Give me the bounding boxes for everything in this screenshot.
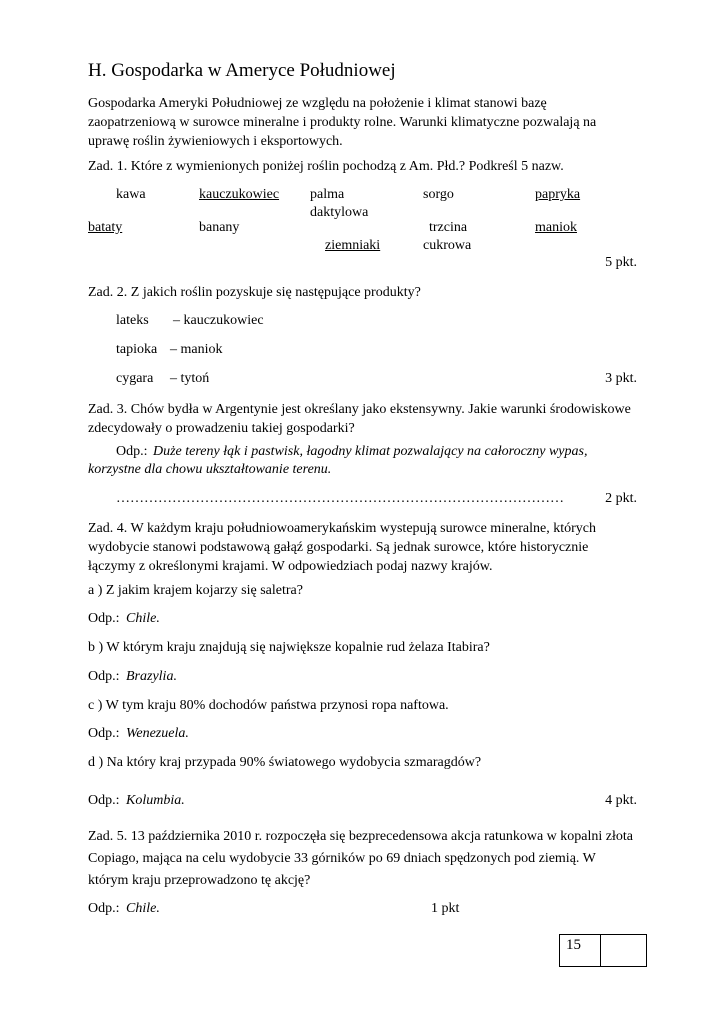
task4-answer-label: Odp.: — [88, 611, 120, 626]
task2-answer: – maniok — [170, 342, 223, 357]
task4-item-question: c ) W tym kraju 80% dochodów państwa przynosi ropa naftowa. — [88, 698, 449, 713]
task2-product: tapioka — [116, 342, 158, 357]
task4-answer-label: Odp.: — [88, 726, 120, 741]
task4-item-question: a ) Z jakim krajem kojarzy się saletra? — [88, 583, 303, 598]
page-number-cell — [560, 935, 601, 966]
plant-banany: banany — [199, 220, 240, 235]
task2-answer: – tytoń — [170, 371, 210, 386]
task3-points: 2 pkt. — [605, 491, 637, 506]
task1-question: Zad. 1. Które z wymienionych poniżej roślin pochodzą z Am. Płd.? Podkreśl 5 nazw. — [88, 159, 564, 174]
task4-answer: Kolumbia. — [126, 793, 185, 808]
plant-papryka: papryka — [535, 187, 581, 202]
task4-answer-label: Odp.: — [88, 669, 120, 684]
task5-question: Zad. 5. 13 października 2010 r. rozpoczęła się bezprecedensowa akcja ratunkowa w kopalni złota Copiago, mająca na celu wydobycie 33 górników po 69 dniach spędzonych pod ziemią. W którym kraju przeprowadzono tę akcję? — [88, 829, 633, 888]
plant-ziemniaki: ziemniaki — [325, 238, 381, 253]
task4-points: 4 pkt. — [605, 793, 637, 808]
plant-kawa: kawa — [116, 187, 146, 202]
task3-answer-line2: korzystne dla chowu ukształtowanie terenu. — [88, 462, 332, 477]
task2-product: cygara — [116, 371, 154, 386]
task4-answer: Brazylia. — [126, 669, 177, 684]
task3-answer-line1: Duże tereny łąk i pastwisk, łagodny klimat pozwalający na całoroczny wypas, — [153, 444, 588, 459]
task4-item-question: d ) Na który kraj przypada 90% światowego wydobycia szmaragdów? — [88, 755, 482, 770]
plant-trzcina: trzcina — [429, 220, 468, 235]
task2-product: lateks — [116, 313, 149, 328]
intro-paragraph: Gospodarka Ameryki Południowej ze względu na położenie i klimat stanowi bazę zaopatrzeniową w surowce mineralne i produkty rolne. Warunki klimatyczne pozwalają na uprawę roślin żywieniowych i eksportowych. — [88, 96, 597, 149]
plant-kauczukowiec: kauczukowiec — [199, 187, 280, 202]
plant-bataty: bataty — [88, 220, 123, 235]
section-title: H. Gospodarka w Ameryce Południowej — [88, 60, 396, 81]
plant-cukrowa: cukrowa — [423, 238, 472, 253]
task3-answer-label: Odp.: — [116, 444, 148, 459]
task5-answer-label: Odp.: — [88, 901, 120, 916]
task4-answer-label: Odp.: — [88, 793, 120, 808]
task3-dotted-line: …………………………………………………………………………………… — [116, 491, 564, 506]
task1-points: 5 pkt. — [605, 255, 637, 270]
plant-palma: palma — [310, 187, 345, 202]
task2-points: 3 pkt. — [605, 371, 637, 386]
task4-answer: Chile. — [126, 611, 160, 626]
plant-maniok: maniok — [535, 220, 577, 235]
task4-item-question: b ) W którym kraju znajdują się największe kopalnie rud żelaza Itabira? — [88, 640, 490, 655]
task2-question: Zad. 2. Z jakich roślin pozyskuje się następujące produkty? — [88, 285, 421, 300]
page-number: 15 — [566, 937, 581, 953]
task5-answer: Chile. — [126, 901, 160, 916]
task4-answer: Wenezuela. — [126, 726, 189, 741]
plant-sorgo: sorgo — [423, 187, 454, 202]
plant-daktylowa: daktylowa — [310, 205, 369, 220]
task5-points: 1 pkt — [431, 901, 460, 916]
page-number-box — [559, 934, 647, 967]
task2-answer: – kauczukowiec — [173, 313, 264, 328]
task4-question: Zad. 4. W każdym kraju południowoamerykańskim wystepują surowce mineralne, których wydobycie stanowi podstawową gałąź gospodarki. Są jednak surowce, które historycznie łączymy z określonymi krajami. W odpowiedziach podaj nazwy krajów. — [88, 521, 597, 574]
task3-question: Zad. 3. Chów bydła w Argentynie jest określany jako ekstensywny. Jakie warunki środowiskowe zdecydowały o prowadzeniu takiej gospodarki? — [88, 402, 631, 436]
